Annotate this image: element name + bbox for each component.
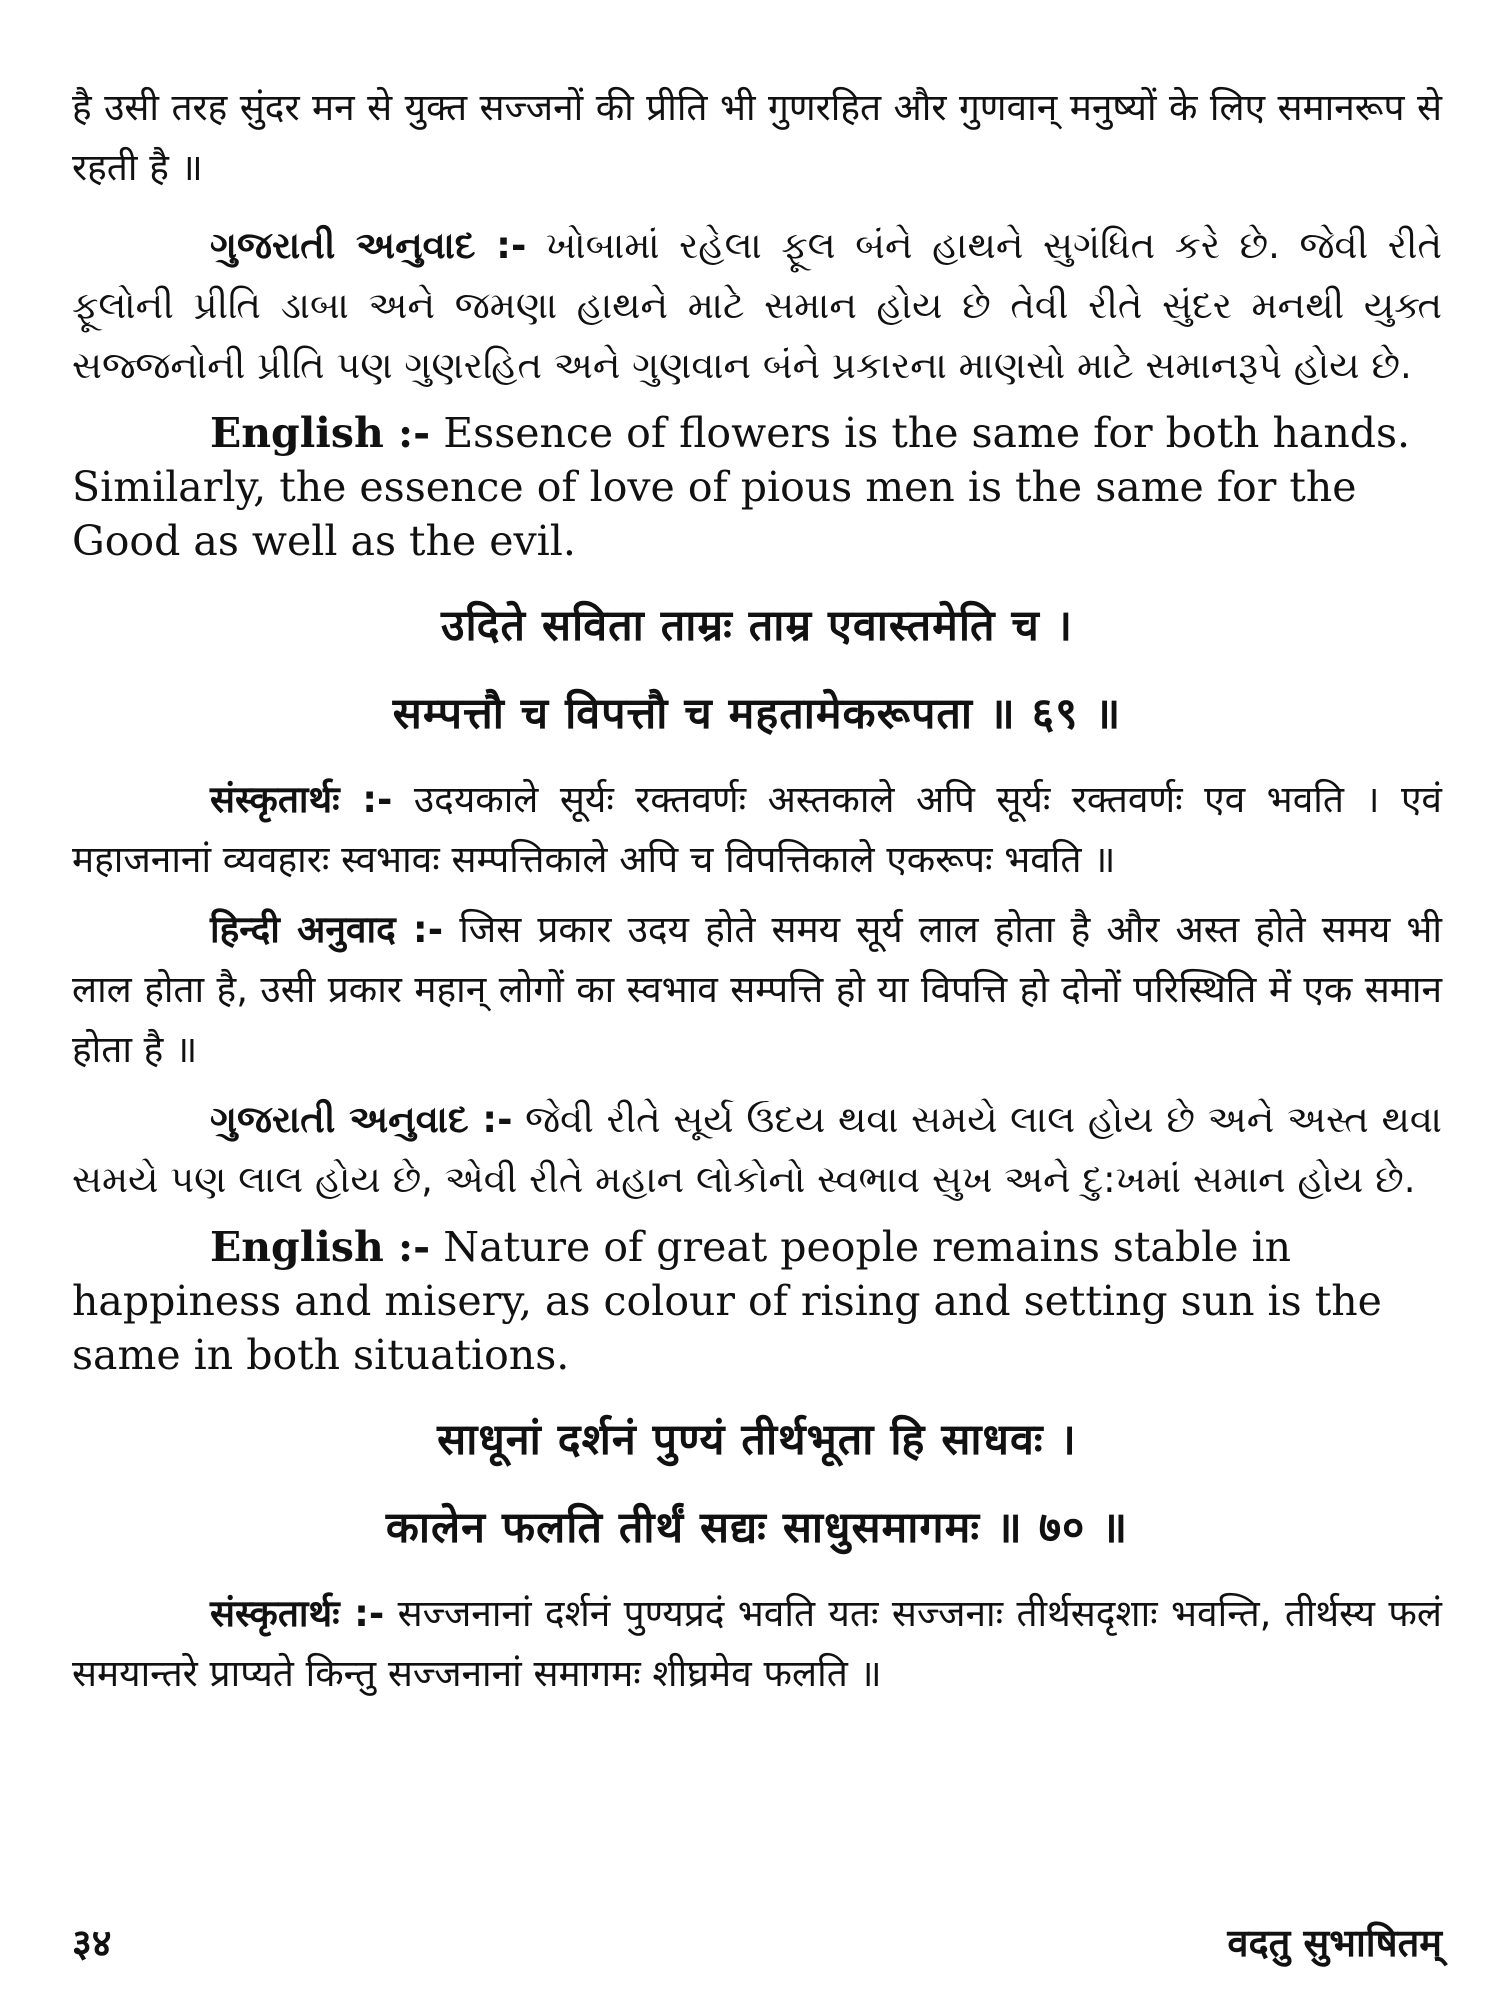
sanskrit-label: संस्कृतार्थः :- <box>210 778 393 821</box>
gujarati-translation-68 <box>72 216 1442 396</box>
hindi-text: जिस प्रकार उदय होते समय सूर्य लाल होता है और अस्त होते समय भी लाल होता है, उसी प्रकार महान् लोगों का स्वभाव सम्पत्ति हो या विपत्ति हो दोनों परिस्थिति में एक समान होता है ॥ <box>72 908 1442 1071</box>
book-title: वदतु सुभाषितम् <box>1227 1921 1442 1965</box>
hindi-label: हिन्दी अनुवाद :- <box>210 908 444 951</box>
shloka-70 <box>72 1396 1442 1572</box>
sanskrit-meaning-70 <box>72 1584 1442 1704</box>
english-translation-68 <box>72 406 1442 568</box>
english-text: Nature of great people remains stable in happiness and misery, as colour of rising and setting sun is the same in both situations. <box>72 1223 1382 1379</box>
english-text: Essence of flowers is the same for both hands. Similarly, the essence of love of pious men is the same for the Good as well as the evil. <box>72 409 1411 565</box>
shloka-line: उदिते सविता ताम्रः ताम्र एवास्तमेति च । <box>440 601 1074 651</box>
hindi-translation-69 <box>72 900 1442 1080</box>
page-number: ३४ <box>72 1921 112 1965</box>
gujarati-label: ગુજરાતી અનુવાદ :- <box>210 224 527 267</box>
english-translation-69 <box>72 1220 1442 1382</box>
shloka-line: साधूनां दर्शनं पुण्यं तीर्थभूता हि साधवः । <box>437 1415 1077 1465</box>
sanskrit-text: सज्जनानां दर्शनं पुण्यप्रदं भवति यतः सज्जनाः तीर्थसदृशाः भवन्ति, तीर्थस्य फलं समयान्तरे प्राप्यते किन्तु सज्जनानां समागमः शीघ्रमेव फलति ॥ <box>72 1592 1442 1695</box>
gujarati-text: જેવી રીતે સૂર્ય ઉદય થવા સમયે લાલ હોય છે અને અસ્ત થવા સમયે પણ લાલ હોય છે, એવી રીતે મહાન લોકોનો સ્વભાવ સુખ અને દુ:ખમાં સમાન હોય છે. <box>72 1098 1443 1201</box>
gujarati-text: ખોબામાં રહેલા ફૂલ બંને હાથને સુગંધિત કરે છે. જેવી રીતે ફૂલોની પ્રીતિ ડાબા અને જમણા હાથને માટે સમાન હોય છે તેવી રીતે સુંદર મનથી યુક્ત સજ્જનોની પ્રીતિ પણ ગુણરહિત અને ગુણવાન બંને પ્રકારના માણસો માટે સમાનરૂપે હોય છે. <box>72 224 1442 387</box>
page-footer <box>72 1918 1442 1968</box>
gujarati-translation-69 <box>72 1090 1442 1210</box>
page-content <box>72 78 1442 1714</box>
sanskrit-text: उदयकाले सूर्यः रक्तवर्णः अस्तकाले अपि सूर्यः रक्तवर्णः एव भवति । एवं महाजनानां व्यवहारः स्वभावः सम्पत्तिकाले अपि च विपत्तिकाले एकरूपः भवति ॥ <box>72 778 1442 881</box>
sanskrit-meaning-69 <box>72 770 1442 890</box>
continued-hindi-paragraph: है उसी तरह सुंदर मन से युक्त सज्जनों की प्रीति भी गुणरहित और गुणवान् मनुष्यों के लिए समानरूप से रहती है ॥ <box>72 86 1442 189</box>
english-label: English :- <box>210 409 431 457</box>
english-label: English :- <box>210 1223 431 1271</box>
shloka-69 <box>72 582 1442 758</box>
shloka-line: कालेन फलति तीर्थं सद्यः साधुसमागमः ॥ ७० ॥ <box>385 1503 1129 1553</box>
shloka-line: सम्पत्तौ च विपत्तौ च महतामेकरूपता ॥ ६९ ॥ <box>392 689 1122 739</box>
sanskrit-label: संस्कृतार्थः :- <box>210 1592 385 1635</box>
gujarati-label: ગુજરાતી અનુવાદ :- <box>210 1098 513 1141</box>
